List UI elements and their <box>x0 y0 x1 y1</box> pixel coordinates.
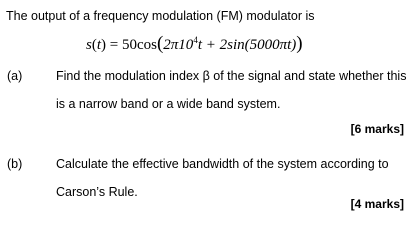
question-a-label: (a) <box>7 69 23 83</box>
fm-signal-formula: $s(t) = 50\cos(2\pi 10^4t + 2\sin(5000\pi t))$ <box>86 33 303 54</box>
question-b-marks: [4 marks] <box>350 197 404 211</box>
intro-text: The output of a frequency modulation (FM) modulator is <box>6 9 315 23</box>
question-b-label: (b) <box>7 157 23 171</box>
formula-rest: t + 2sin(5000πt) <box>197 37 297 53</box>
question-b-text: Calculate the effective bandwidth of the system according to Carson’s Rule. <box>56 157 389 199</box>
formula-t: t <box>96 37 102 53</box>
formula-term1: 2π10 <box>163 37 194 53</box>
question-a-text: Find the modulation index β of the signal and state whether this is a narrow band or a wide band system. <box>56 69 407 111</box>
formula-exponent: 4 <box>193 35 198 45</box>
question-a-marks: [6 marks] <box>350 122 404 136</box>
formula-lhs: s <box>86 37 92 53</box>
formula-open-paren: ( <box>156 33 164 54</box>
formula-close-paren: ) <box>296 33 303 54</box>
formula-eq: ) = 50cos <box>101 37 157 53</box>
